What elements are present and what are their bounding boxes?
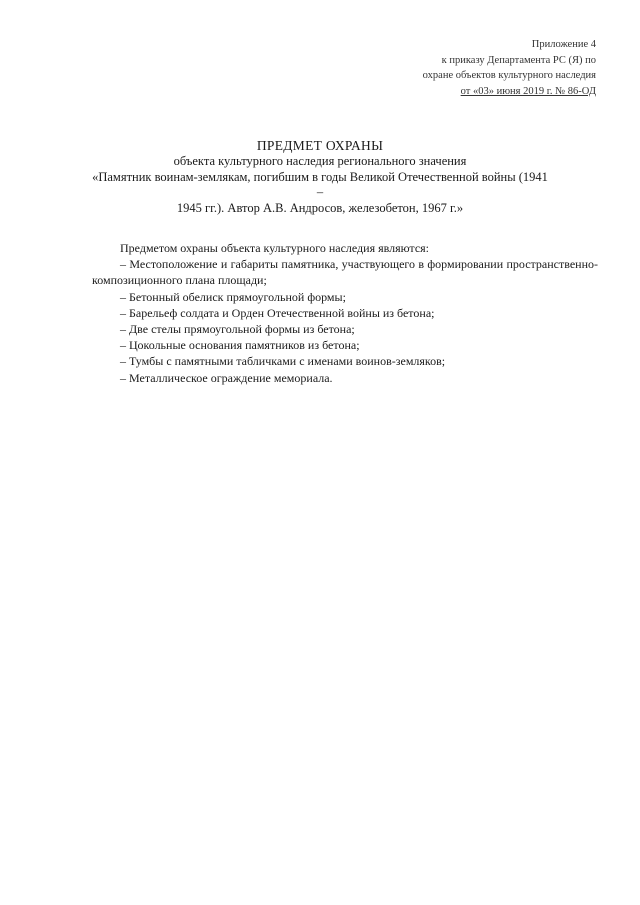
intro-paragraph: Предметом охраны объекта культурного наследия являются: bbox=[120, 241, 430, 255]
appendix-department: охране объектов культурного наследия bbox=[422, 70, 596, 81]
protection-items-list bbox=[92, 256, 598, 386]
document-subtitle-3: 1945 гг.). Автор А.В. Андросов, железобетон, 1967 г.» bbox=[176, 201, 464, 216]
list-item: – Цокольные основания памятников из бетона; bbox=[120, 338, 360, 353]
appendix-order-ref: к приказу Департамента РС (Я) по bbox=[441, 54, 596, 66]
list-item: – Металлическое ограждение мемориала. bbox=[120, 370, 333, 385]
appendix-order-date: от «03» июня 2019 г. № 86-ОД bbox=[460, 85, 596, 97]
list-item: – Барельеф солдата и Орден Отечественной войны из бетона; bbox=[120, 305, 435, 320]
document-body bbox=[92, 240, 598, 386]
list-item: – Местоположение и габариты памятника, участвующего в формировании пространственно-композиционного плана площади; bbox=[92, 257, 598, 288]
document-subtitle-1: объекта культурного наследия регионального значения bbox=[173, 153, 467, 168]
list-item: – Бетонный обелиск прямоугольной формы; bbox=[120, 289, 346, 304]
appendix-header bbox=[336, 37, 596, 99]
list-item: – Тумбы с памятными табличками с именами воинов-земляков; bbox=[120, 354, 446, 369]
list-item: – Две стелы прямоугольной формы из бетона; bbox=[120, 322, 355, 337]
document-subtitle-2: «Памятник воинам-землякам, погибшим в годы Великой Отечественной войны (1941 – bbox=[92, 169, 548, 200]
appendix-number: Приложение 4 bbox=[531, 39, 596, 50]
document-title-block bbox=[90, 138, 550, 217]
document-title: ПРЕДМЕТ ОХРАНЫ bbox=[256, 138, 384, 153]
